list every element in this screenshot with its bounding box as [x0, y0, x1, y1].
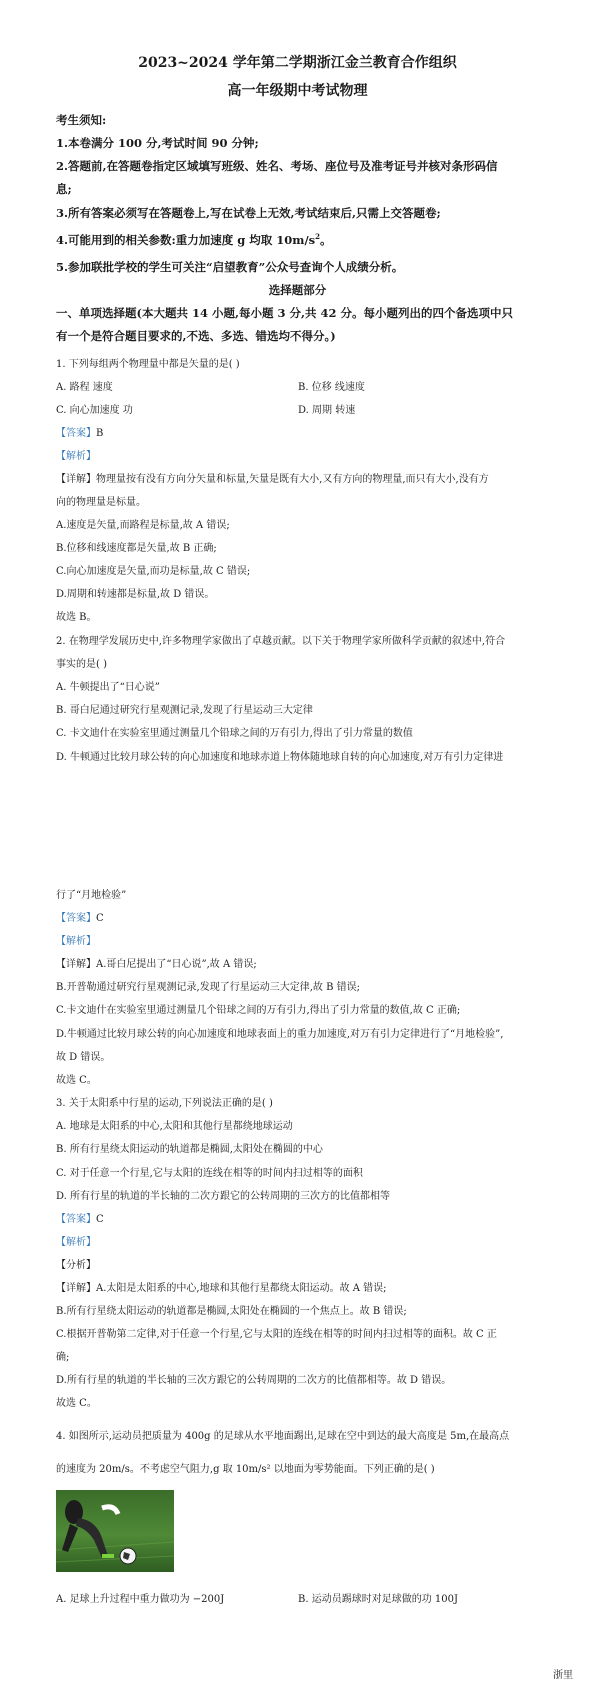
answer-label: 【答案】 — [56, 1214, 96, 1225]
option-d: D. 牛顿通过比较月球公转的向心加速度和地球赤道上物体随地球自转的向心加速度,对万有引力定律进 — [56, 752, 504, 763]
option-c: C. 对于任意一个行星,它与太阳的连线在相等的时间内扫过相等的面积 — [56, 1168, 363, 1179]
answer-line — [56, 1210, 104, 1225]
conclusion-line: 故选 C。 — [56, 1075, 97, 1086]
conclusion-line: 故选 C。 — [56, 1398, 97, 1409]
option-b: B. 所有行星绕太阳运动的轨道都是椭圆,太阳处在椭圆的中心 — [56, 1144, 323, 1155]
soccer-player-illustration — [56, 1490, 174, 1572]
explanation-line: D.周期和转速都是标量,故 D 错误。 — [56, 589, 215, 600]
explanation-line: 【详解】A.太阳是太阳系的中心,地球和其他行星都绕太阳运动。故 A 错误; — [56, 1283, 387, 1294]
section-title: 选择题部分 — [268, 283, 327, 297]
notice-item-gravity: 4.可能用到的相关参数:重力加速度 g 均取 $10m/s^2$。 — [56, 232, 332, 247]
explanation-line: D.牛顿通过比较月球公转的向心加速度和地球表面上的重力加速度,对万有引力定律进行了“月地检验”, — [56, 1029, 504, 1040]
explanation-line: 【详解】A.哥白尼提出了“日心说”,故 A 错误; — [56, 959, 257, 970]
notice-item: 5.参加联批学校的学生可关注“启望教育”公众号查询个人成绩分析。 — [56, 260, 404, 274]
notice-item: 息; — [56, 182, 72, 196]
explanation-line: C.根据开普勒第二定律,对于任意一个行星,它与太阳的连线在相等的时间内扫过相等的面积。故 C 正 — [56, 1329, 497, 1340]
analysis-label: 【解析】 — [56, 936, 96, 947]
question-stem: 4. 如图所示,运动员把质量为 400g 的足球从水平地面踢出,足球在空中到达的最大高度是 5m,在最高点 — [56, 1431, 510, 1442]
option-a: A. 路程 速度 — [56, 382, 113, 393]
explanation-line: 【详解】物理量按有没有方向分矢量和标量,矢量是既有大小,又有方向的物理量,而只有大小,没有方 — [56, 474, 489, 485]
explanation-line: 向的物理量是标量。 — [56, 497, 146, 508]
notice-heading: 考生须知: — [56, 113, 107, 127]
question-stem: 3. 关于太阳系中行星的运动,下列说法正确的是( ) — [56, 1098, 273, 1109]
answer-value: B — [96, 428, 104, 439]
answer-line — [56, 909, 104, 924]
answer-line — [56, 424, 103, 439]
explanation-line: B.开普勒通过研究行星观测记录,发现了行星运动三大定律,故 B 错误; — [56, 982, 360, 993]
answer-value: C — [96, 1214, 104, 1225]
option-a: A. 足球上升过程中重力做功为 −200J — [56, 1594, 225, 1605]
option-b: B. 运动员踢球时对足球做的功 100J — [298, 1594, 458, 1605]
exam-title-line2: 高一年级期中考试物理 — [227, 83, 368, 99]
analysis-label: 【解析】 — [56, 1237, 96, 1248]
question-stem: 1. 下列每组两个物理量中都是矢量的是( ) — [56, 359, 240, 370]
analysis-label: 【解析】 — [56, 451, 96, 462]
option-c: C. 卡文迪什在实验室里通过测量几个铅球之间的万有引力,得出了引力常量的数值 — [56, 728, 413, 739]
exam-title-line1: 2023~2024 学年第二学期浙江金兰教育合作组织 — [138, 55, 457, 71]
part-heading: 有一个是符合题目要求的,不选、多选、错选均不得分。) — [56, 329, 336, 343]
notice-item: 2.答题前,在答题卷指定区域填写班级、姓名、考场、座位号及准考证号并核对条形码信 — [56, 159, 498, 173]
question-stem: 的速度为 20m/s。不考虑空气阻力,g 取 10m/s² 以地面为零势能面。下列正确的是( ) — [56, 1464, 435, 1475]
question-stem: 2. 在物理学发展历史中,许多物理学家做出了卓越贡献。以下关于物理学家所做科学贡献的叙述中,符合 — [56, 636, 506, 647]
superscript-2: 2 — [315, 232, 321, 242]
option-d-continued: 行了“月地检验” — [56, 890, 127, 901]
explanation-line: C.向心加速度是矢量,而功是标量,故 C 错误; — [56, 566, 251, 577]
option-d: D. 周期 转速 — [298, 405, 356, 416]
option-a: A. 牛顿提出了“日心说” — [56, 682, 160, 693]
option-b: B. 位移 线速度 — [298, 382, 365, 393]
answer-value: C — [96, 913, 104, 924]
explanation-line: 确; — [56, 1352, 70, 1363]
option-c: C. 向心加速度 功 — [56, 405, 133, 416]
footer-text: 浙里 — [553, 1670, 573, 1681]
explanation-line: A.速度是矢量,而路程是标量,故 A 错误; — [56, 520, 230, 531]
conclusion-line: 故选 B。 — [56, 612, 97, 623]
answer-label: 【答案】 — [56, 428, 96, 439]
soccer-player-photo — [56, 1490, 174, 1572]
option-b: B. 哥白尼通过研究行星观测记录,发现了行星运动三大定律 — [56, 705, 313, 716]
explanation-line: B.所有行星绕太阳运动的轨道都是椭圆,太阳处在椭圆的一个焦点上。故 B 错误; — [56, 1306, 407, 1317]
part-heading: 一、单项选择题(本大题共 14 小题,每小题 3 分,共 42 分。每小题列出的四个备选项中只 — [56, 306, 513, 320]
analysis-sub-label: 【分析】 — [56, 1260, 96, 1271]
notice-item: 1.本卷满分 100 分,考试时间 90 分钟; — [56, 136, 259, 150]
notice-item-gravity-text: 4.可能用到的相关参数:重力加速度 g 均取 10m/s — [56, 233, 316, 247]
explanation-line: B.位移和线速度都是矢量,故 B 正确; — [56, 543, 217, 554]
option-a: A. 地球是太阳系的中心,太阳和其他行星都绕地球运动 — [56, 1121, 293, 1132]
notice-item: 3.所有答案必须写在答题卷上,写在试卷上无效,考试结束后,只需上交答题卷; — [56, 206, 441, 220]
question-stem: 事实的是( ) — [56, 659, 107, 670]
explanation-line: C.卡文迪什在实验室里通过测量几个铅球之间的万有引力,得出了引力常量的数值,故 C 正确; — [56, 1005, 461, 1016]
answer-label: 【答案】 — [56, 913, 96, 924]
explanation-line: D.所有行星的轨道的半长轴的三次方跟它的公转周期的二次方的比值都相等。故 D 错误。 — [56, 1375, 452, 1386]
option-d: D. 所有行星的轨道的半长轴的二次方跟它的公转周期的三次方的比值都相等 — [56, 1191, 391, 1202]
explanation-line: 故 D 错误。 — [56, 1052, 111, 1063]
